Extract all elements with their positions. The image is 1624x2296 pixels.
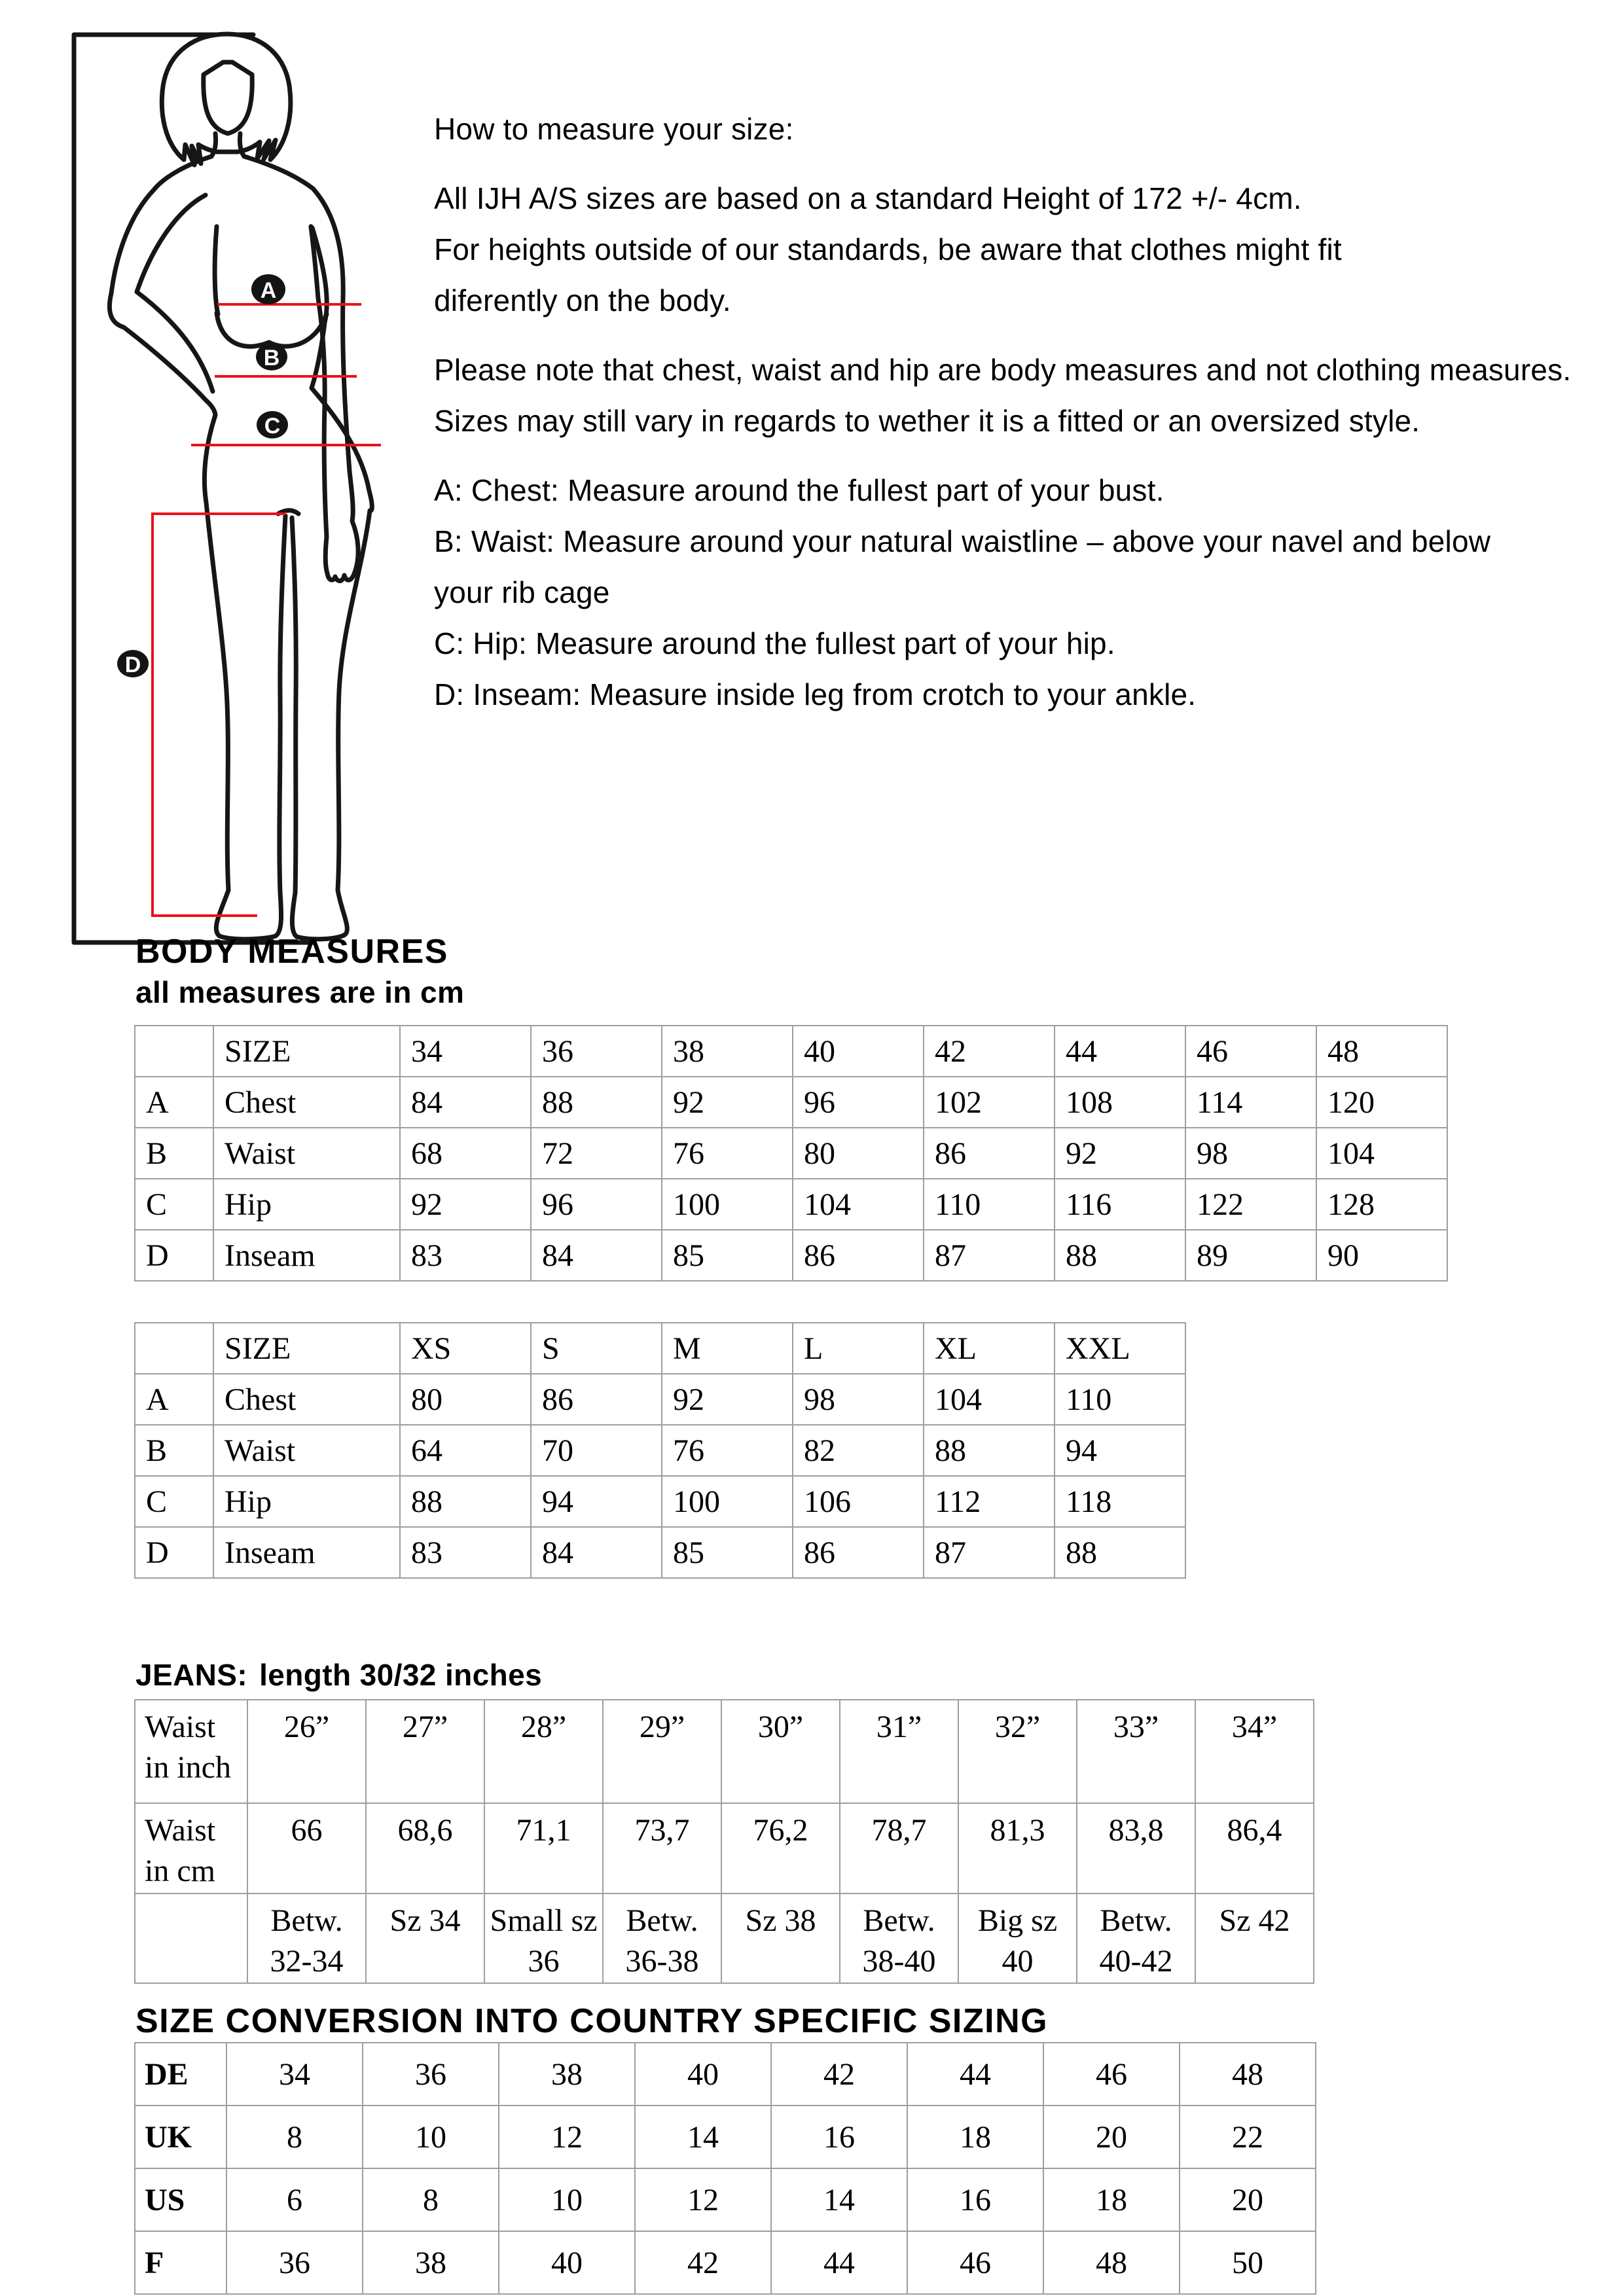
table-cell: UK xyxy=(135,2106,226,2168)
table-cell: 100 xyxy=(662,1179,793,1230)
table-cell: 12 xyxy=(635,2168,771,2231)
table-cell: 120 xyxy=(1316,1077,1447,1128)
table-cell: 82 xyxy=(793,1425,924,1476)
table-cell: 81,3 xyxy=(958,1803,1077,1893)
table-cell: 40 xyxy=(499,2231,635,2294)
table-cell: Betw. 36-38 xyxy=(603,1893,721,1983)
text-line: Sizes may still vary in regards to wether it is a fitted or an oversized style. xyxy=(434,404,1420,438)
table-cell: 72 xyxy=(531,1128,662,1179)
table-cell: SIZE xyxy=(213,1323,400,1374)
jeans-heading xyxy=(135,1657,542,1693)
table-cell: Waist xyxy=(213,1128,400,1179)
table-cell: 96 xyxy=(793,1077,924,1128)
table-cell: F xyxy=(135,2231,226,2294)
table-cell: Waist xyxy=(213,1425,400,1476)
text-line: All IJH A/S sizes are based on a standard Height of 172 +/- 4cm. xyxy=(434,181,1302,215)
table-cell: 46 xyxy=(907,2231,1043,2294)
chest-marker-letter: A xyxy=(260,278,277,303)
table-cell: Sz 34 xyxy=(366,1893,484,1983)
table-cell: S xyxy=(531,1323,662,1374)
table-row xyxy=(135,1476,1185,1527)
table-cell: 92 xyxy=(400,1179,531,1230)
jeans-heading-detail: length 30/32 inches xyxy=(259,1658,543,1692)
hip-marker-letter: C xyxy=(264,414,281,439)
jeans-heading-label: JEANS: xyxy=(135,1658,248,1692)
table-cell: Sz 42 xyxy=(1195,1893,1314,1983)
table-cell: 38 xyxy=(499,2043,635,2106)
table-cell: Hip xyxy=(213,1476,400,1527)
table-cell: 40 xyxy=(635,2043,771,2106)
table-cell: 85 xyxy=(662,1527,793,1578)
table-cell: 92 xyxy=(662,1077,793,1128)
table-cell: B xyxy=(135,1425,213,1476)
inseam-marker-letter: D xyxy=(124,653,141,677)
table-cell: 66 xyxy=(247,1803,366,1893)
table-cell: 29” xyxy=(603,1700,721,1803)
chest-marker-badge xyxy=(251,274,285,304)
figure-right-outline xyxy=(292,228,372,939)
table-cell: 76 xyxy=(662,1128,793,1179)
intro-note-paragraph xyxy=(434,344,1619,446)
table-cell: 90 xyxy=(1316,1230,1447,1281)
how-to-measure-section xyxy=(434,103,1619,738)
table-cell: 48 xyxy=(1316,1026,1447,1077)
table-cell: 40 xyxy=(793,1026,924,1077)
table-cell: 36 xyxy=(226,2231,363,2294)
table-cell xyxy=(135,1323,213,1374)
body-measures-heading: BODY MEASURES xyxy=(135,933,448,971)
table-cell: 76 xyxy=(662,1425,793,1476)
table-cell: 98 xyxy=(1185,1128,1316,1179)
table-cell: 88 xyxy=(1055,1527,1185,1578)
table-cell: Betw. 38-40 xyxy=(840,1893,958,1983)
legend-line-hip: C: Hip: Measure around the fullest part of your hip. xyxy=(434,626,1115,660)
hip-marker-badge xyxy=(257,411,288,439)
inseam-marker-badge xyxy=(117,650,149,677)
table-cell: 50 xyxy=(1180,2231,1316,2294)
table-cell: Sz 38 xyxy=(721,1893,840,1983)
table-cell: B xyxy=(135,1128,213,1179)
table-row xyxy=(135,1077,1447,1128)
table-cell: C xyxy=(135,1476,213,1527)
table-cell: 85 xyxy=(662,1230,793,1281)
table-cell: DE xyxy=(135,2043,226,2106)
table-cell: 80 xyxy=(793,1128,924,1179)
table-cell: 94 xyxy=(531,1476,662,1527)
table-cell: 98 xyxy=(793,1374,924,1425)
legend-line-chest: A: Chest: Measure around the fullest part of your bust. xyxy=(434,473,1164,507)
table-cell: 94 xyxy=(1055,1425,1185,1476)
table-row xyxy=(135,1893,1314,1983)
table-row xyxy=(135,2168,1316,2231)
table-cell: 48 xyxy=(1180,2043,1316,2106)
table-cell: SIZE xyxy=(213,1026,400,1077)
size-conversion-heading: SIZE CONVERSION INTO COUNTRY SPECIFIC SIZING xyxy=(135,2002,1049,2040)
table-cell: 20 xyxy=(1043,2106,1180,2168)
legend-line-waist-cont: your rib cage xyxy=(434,575,610,609)
table-cell: 83 xyxy=(400,1230,531,1281)
table-row xyxy=(135,1230,1447,1281)
table-cell: 42 xyxy=(771,2043,907,2106)
body-diagram xyxy=(56,18,432,948)
figure-left-arm-inner xyxy=(137,195,213,391)
table-cell: 16 xyxy=(907,2168,1043,2231)
table-cell: 89 xyxy=(1185,1230,1316,1281)
table-cell: XL xyxy=(924,1323,1055,1374)
table-row xyxy=(135,1700,1314,1803)
table-cell: 8 xyxy=(363,2168,499,2231)
text-line: For heights outside of our standards, be aware that clothes might fit xyxy=(434,232,1342,266)
table-cell: 100 xyxy=(662,1476,793,1527)
table-cell: 116 xyxy=(1055,1179,1185,1230)
table-cell: 102 xyxy=(924,1077,1055,1128)
table-cell: 76,2 xyxy=(721,1803,840,1893)
measurement-figure xyxy=(56,18,432,948)
table-cell: 38 xyxy=(662,1026,793,1077)
table-cell: 16 xyxy=(771,2106,907,2168)
table-cell: 14 xyxy=(635,2106,771,2168)
table-cell: Waist in inch xyxy=(135,1700,247,1803)
table-cell: 32” xyxy=(958,1700,1077,1803)
table-cell: 80 xyxy=(400,1374,531,1425)
table-cell: 73,7 xyxy=(603,1803,721,1893)
table-cell: L xyxy=(793,1323,924,1374)
table-row xyxy=(135,2043,1316,2106)
table-cell: US xyxy=(135,2168,226,2231)
table-cell: 27” xyxy=(366,1700,484,1803)
table-cell: Chest xyxy=(213,1077,400,1128)
table-cell: 104 xyxy=(924,1374,1055,1425)
inseam-measure-bracket xyxy=(153,514,286,916)
intro-legend-paragraph xyxy=(434,465,1619,720)
table-cell: 34 xyxy=(226,2043,363,2106)
table-cell: 78,7 xyxy=(840,1803,958,1893)
figure-face xyxy=(204,62,252,134)
table-cell: 86 xyxy=(793,1230,924,1281)
table-cell: 10 xyxy=(363,2106,499,2168)
table-cell: 110 xyxy=(1055,1374,1185,1425)
table-cell: 71,1 xyxy=(484,1803,603,1893)
table-cell: 68 xyxy=(400,1128,531,1179)
table-cell: 86,4 xyxy=(1195,1803,1314,1893)
table-cell: 88 xyxy=(400,1476,531,1527)
table-cell: Hip xyxy=(213,1179,400,1230)
table-row xyxy=(135,2106,1316,2168)
table-cell: 86 xyxy=(793,1527,924,1578)
table-row xyxy=(135,1527,1185,1578)
table-cell: Betw. 40-42 xyxy=(1077,1893,1195,1983)
table-cell: 84 xyxy=(531,1230,662,1281)
table-cell: 6 xyxy=(226,2168,363,2231)
table-cell: 44 xyxy=(1055,1026,1185,1077)
table-cell: 87 xyxy=(924,1527,1055,1578)
table-cell: 86 xyxy=(531,1374,662,1425)
table-row xyxy=(135,1323,1185,1374)
table-cell: 92 xyxy=(1055,1128,1185,1179)
table-cell: 70 xyxy=(531,1425,662,1476)
table-cell: 26” xyxy=(247,1700,366,1803)
figure-left-outline xyxy=(109,156,285,939)
table-cell: 34 xyxy=(400,1026,531,1077)
table-cell: 14 xyxy=(771,2168,907,2231)
table-row xyxy=(135,1803,1314,1893)
table-cell: 20 xyxy=(1180,2168,1316,2231)
table-cell: 88 xyxy=(531,1077,662,1128)
table-cell xyxy=(135,1893,247,1983)
table-row xyxy=(135,1026,1447,1077)
table-cell: 44 xyxy=(771,2231,907,2294)
table-cell: Betw. 32-34 xyxy=(247,1893,366,1983)
waist-marker-badge xyxy=(256,343,287,370)
table-cell: 68,6 xyxy=(366,1803,484,1893)
table-cell: Waist in cm xyxy=(135,1803,247,1893)
table-cell: 83,8 xyxy=(1077,1803,1195,1893)
table-cell: 128 xyxy=(1316,1179,1447,1230)
table-cell: 83 xyxy=(400,1527,531,1578)
intro-title: How to measure your size: xyxy=(434,112,794,146)
table-cell: 46 xyxy=(1043,2043,1180,2106)
table-cell: 8 xyxy=(226,2106,363,2168)
text-line: Please note that chest, waist and hip are body measures and not clothing measures. xyxy=(434,353,1572,387)
table-cell: 110 xyxy=(924,1179,1055,1230)
table-cell: 33” xyxy=(1077,1700,1195,1803)
table-cell: 88 xyxy=(1055,1230,1185,1281)
table-cell: 84 xyxy=(400,1077,531,1128)
table-cell: 42 xyxy=(924,1026,1055,1077)
table-cell: 118 xyxy=(1055,1476,1185,1527)
legend-line-waist: B: Waist: Measure around your natural waistline – above your navel and below xyxy=(434,524,1491,558)
table-cell: 88 xyxy=(924,1425,1055,1476)
table-row xyxy=(135,1425,1185,1476)
figure-bust-lines xyxy=(217,313,327,346)
table-cell: Chest xyxy=(213,1374,400,1425)
table-cell: 30” xyxy=(721,1700,840,1803)
table-cell: 31” xyxy=(840,1700,958,1803)
table-cell: 38 xyxy=(363,2231,499,2294)
table-row xyxy=(135,1128,1447,1179)
table-cell: 34” xyxy=(1195,1700,1314,1803)
body-measures-table-alpha xyxy=(134,1322,1186,1579)
table-cell: A xyxy=(135,1077,213,1128)
table-cell: 114 xyxy=(1185,1077,1316,1128)
table-cell: 86 xyxy=(924,1128,1055,1179)
table-row xyxy=(135,1374,1185,1425)
body-measures-subheading: all measures are in cm xyxy=(135,975,465,1009)
table-cell: XS xyxy=(400,1323,531,1374)
table-cell: Big sz 40 xyxy=(958,1893,1077,1983)
waist-marker-letter: B xyxy=(263,346,280,370)
table-cell: 48 xyxy=(1043,2231,1180,2294)
table-cell: 44 xyxy=(907,2043,1043,2106)
table-cell: D xyxy=(135,1527,213,1578)
table-cell: 87 xyxy=(924,1230,1055,1281)
figure-left-torso-edge xyxy=(215,226,218,314)
table-cell: Small sz 36 xyxy=(484,1893,603,1983)
table-cell: 64 xyxy=(400,1425,531,1476)
body-measures-table-numeric xyxy=(134,1025,1448,1282)
jeans-size-table xyxy=(134,1699,1314,1984)
table-cell: 46 xyxy=(1185,1026,1316,1077)
table-cell: 92 xyxy=(662,1374,793,1425)
table-cell: 18 xyxy=(1043,2168,1180,2231)
text-line: diferently on the body. xyxy=(434,283,731,317)
table-cell: C xyxy=(135,1179,213,1230)
table-cell: 106 xyxy=(793,1476,924,1527)
size-conversion-table xyxy=(134,2042,1316,2295)
table-cell: 96 xyxy=(531,1179,662,1230)
table-cell: 36 xyxy=(363,2043,499,2106)
table-cell: 10 xyxy=(499,2168,635,2231)
intro-standards-paragraph xyxy=(434,173,1619,326)
table-cell: 28” xyxy=(484,1700,603,1803)
table-cell: A xyxy=(135,1374,213,1425)
table-cell: 84 xyxy=(531,1527,662,1578)
legend-line-inseam: D: Inseam: Measure inside leg from crotch to your ankle. xyxy=(434,677,1197,711)
table-cell: 12 xyxy=(499,2106,635,2168)
table-cell: 36 xyxy=(531,1026,662,1077)
table-row xyxy=(135,1179,1447,1230)
table-cell: XXL xyxy=(1055,1323,1185,1374)
figure-right-arm xyxy=(244,156,358,581)
table-cell: M xyxy=(662,1323,793,1374)
table-cell: 22 xyxy=(1180,2106,1316,2168)
table-cell: 18 xyxy=(907,2106,1043,2168)
table-cell: 42 xyxy=(635,2231,771,2294)
table-cell xyxy=(135,1026,213,1077)
table-cell: 108 xyxy=(1055,1077,1185,1128)
table-row xyxy=(135,2231,1316,2294)
table-cell: 112 xyxy=(924,1476,1055,1527)
table-cell: 104 xyxy=(793,1179,924,1230)
table-cell: 104 xyxy=(1316,1128,1447,1179)
table-cell: D xyxy=(135,1230,213,1281)
table-cell: Inseam xyxy=(213,1230,400,1281)
table-cell: 122 xyxy=(1185,1179,1316,1230)
table-cell: Inseam xyxy=(213,1527,400,1578)
